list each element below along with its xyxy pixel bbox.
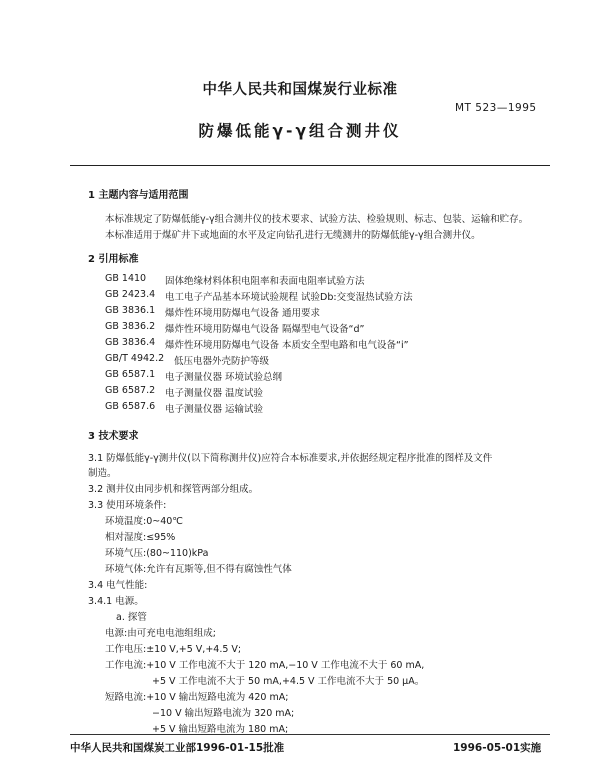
reference-code: GB/T 4942.2 — [105, 353, 165, 364]
short-circuit-line-2: −10 V 输出短路电流为 320 mA; — [152, 708, 295, 719]
short-circuit-line-1: 短路电流:+10 V 输出短路电流为 420 mA; — [105, 692, 289, 703]
working-voltage: 工作电压:±10 V,+5 V,+4.5 V; — [105, 644, 242, 655]
approval-line: 中华人民共和国煤炭工业部1996-01-15批准 — [70, 742, 285, 754]
clause-3-3: 3.3 使用环境条件: — [88, 500, 167, 511]
section-1-paragraph-1: 本标准规定了防爆低能γ-γ组合测井仪的技术要求、试验方法、检验规则、标志、包装、运输和贮存。 — [105, 214, 529, 225]
reference-title: 爆炸性环境用防爆电气设备 本质安全型电路和电气设备“i” — [165, 340, 409, 351]
clause-3-4: 3.4 电气性能: — [88, 580, 148, 591]
section-1-heading: 1 主题内容与适用范围 — [88, 190, 189, 201]
effective-date: 1996-05-01实施 — [453, 742, 542, 754]
reference-title: 电工电子产品基本环境试验规程 试验Db:交变湿热试验方法 — [165, 292, 413, 303]
section-3-heading: 3 技术要求 — [88, 431, 139, 442]
reference-title: 固体绝缘材料体积电阻率和表面电阻率试验方法 — [165, 276, 365, 287]
section-2-heading: 2 引用标准 — [88, 254, 139, 265]
reference-code: GB 3836.2 — [105, 321, 156, 332]
footer-divider — [70, 734, 550, 735]
reference-code: GB 3836.4 — [105, 337, 156, 348]
env-gas: 环境气体:允许有瓦斯等,但不得有腐蚀性气体 — [105, 564, 292, 575]
short-circuit-line-3: +5 V 输出短路电流为 180 mA; — [152, 724, 289, 735]
reference-code: GB 6587.6 — [105, 401, 156, 412]
document-title: 防爆低能γ-γ组合测井仪 — [198, 122, 402, 140]
clause-3-4-1: 3.4.1 电源。 — [88, 596, 144, 607]
env-pressure: 环境气压:(80~110)kPa — [105, 548, 209, 559]
header-divider — [70, 165, 550, 166]
reference-code: GB 1410 — [105, 273, 147, 284]
working-current-line-1: 工作电流:+10 V 工作电流不大于 120 mA,−10 V 工作电流不大于 60 mA, — [105, 660, 425, 671]
reference-code: GB 3836.1 — [105, 305, 156, 316]
power-source: 电源:由可充电电池组组成; — [105, 628, 216, 639]
working-current-line-2: +5 V 工作电流不大于 50 mA,+4.5 V 工作电流不大于 50 μA。 — [152, 676, 425, 687]
item-a-probe: a. 探管 — [116, 612, 147, 623]
clause-3-1-line-2: 制造。 — [88, 468, 117, 479]
reference-code: GB 2423.4 — [105, 289, 156, 300]
clause-3-2: 3.2 测井仪由同步机和探管两部分组成。 — [88, 484, 259, 495]
reference-code: GB 6587.1 — [105, 369, 156, 380]
org-title: 中华人民共和国煤炭行业标准 — [202, 82, 398, 98]
reference-title: 爆炸性环境用防爆电气设备 通用要求 — [165, 308, 321, 319]
reference-title: 电子测量仪器 环境试验总纲 — [165, 372, 283, 383]
reference-title: 爆炸性环境用防爆电气设备 隔爆型电气设备“d” — [165, 324, 365, 335]
reference-title: 电子测量仪器 运输试验 — [165, 404, 264, 415]
standard-number: MT 523—1995 — [455, 102, 537, 114]
reference-title: 电子测量仪器 温度试验 — [165, 388, 264, 399]
section-1-paragraph-2: 本标准适用于煤矿井下或地面的水平及定向钻孔进行无缆测井的防爆低能γ-γ组合测井仪。 — [105, 230, 481, 241]
reference-code: GB 6587.2 — [105, 385, 156, 396]
env-humidity: 相对湿度:≤95% — [105, 532, 176, 543]
clause-3-1-line-1: 3.1 防爆低能γ-γ测井仪(以下简称测井仪)应符合本标准要求,并依据经规定程序批准的图样及文件 — [88, 453, 493, 464]
env-temperature: 环境温度:0~40℃ — [105, 516, 183, 527]
reference-title: 低压电器外壳防护等级 — [174, 356, 270, 367]
